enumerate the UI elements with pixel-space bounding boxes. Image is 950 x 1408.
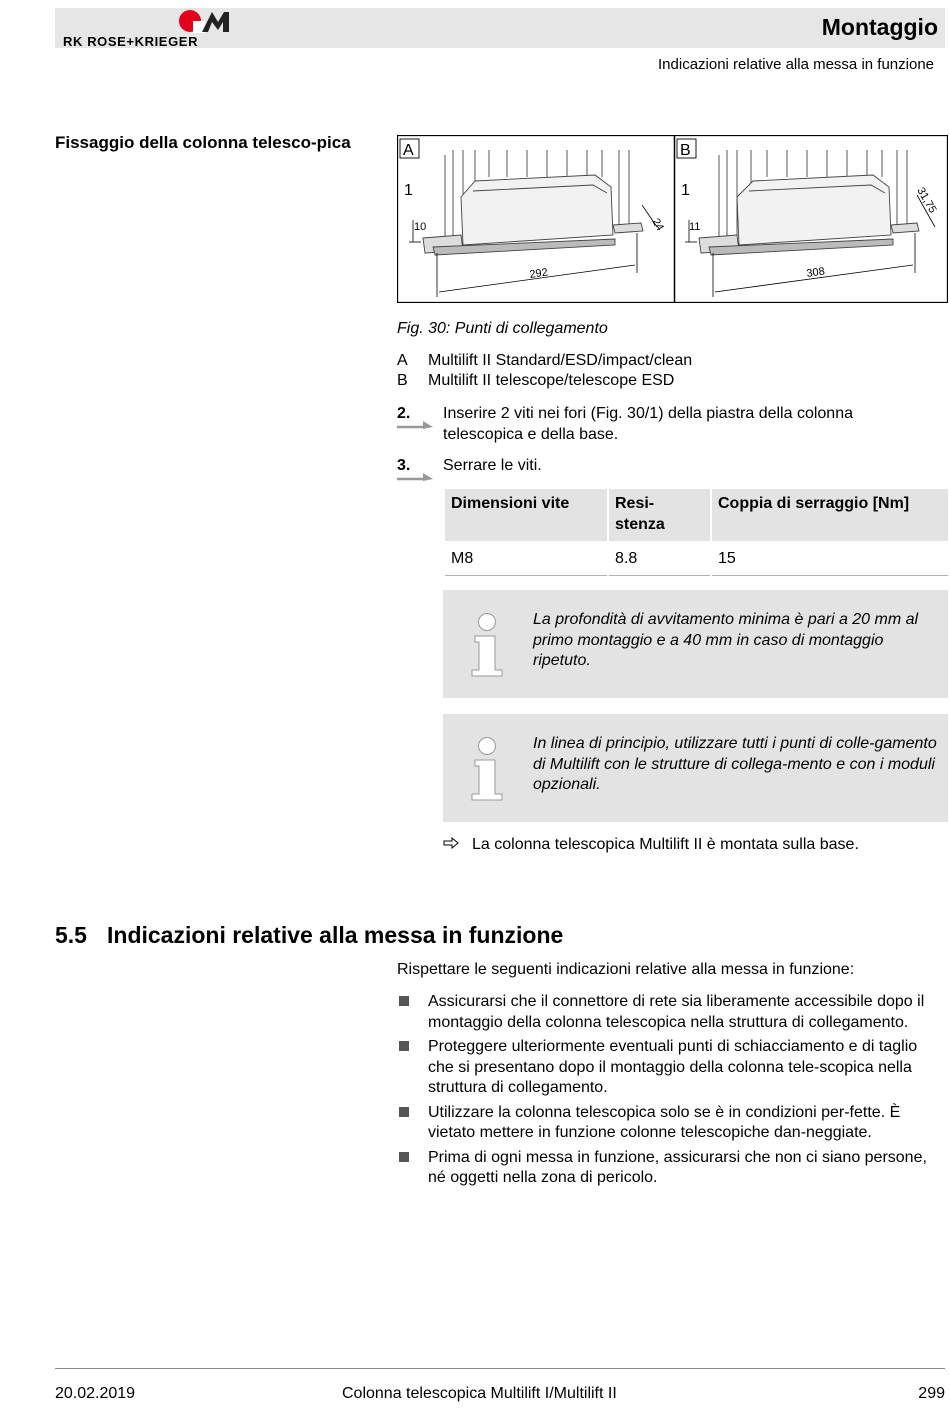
bullet-square-icon bbox=[399, 1041, 409, 1051]
legend-text: Multilift II Standard/ESD/impact/clean bbox=[428, 352, 693, 369]
logo-text: RK ROSE+KRIEGER bbox=[63, 34, 199, 49]
panel-a-letter: A bbox=[403, 142, 414, 159]
list-item-text: Assicurarsi che il connettore di rete sia liberamente accessibile dopo il montaggio della colonna telescopica nella struttura di collegamento. bbox=[428, 993, 925, 1031]
list-item bbox=[397, 1148, 947, 1189]
table-cell: M8 bbox=[445, 543, 607, 576]
panel-a-dim-width: 292 bbox=[528, 266, 549, 281]
note-text: In linea di principio, utilizzare tutti i punti di colle-gamento di Multilift con le strutture di collega-mento e con i moduli opzionali. bbox=[533, 735, 937, 793]
panel-b-letter: B bbox=[680, 142, 691, 159]
side-heading: Fissaggio della colonna telesco-pica bbox=[55, 133, 351, 152]
footer-date: 20.02.2019 bbox=[55, 1385, 136, 1402]
info-icon bbox=[469, 736, 505, 802]
chapter-subtitle: Indicazioni relative alla messa in funzione bbox=[658, 56, 934, 73]
panel-b-callout: 1 bbox=[681, 182, 690, 199]
panel-a-dim-height: 10 bbox=[414, 221, 427, 233]
list-item bbox=[397, 992, 947, 1033]
page-number: 299 bbox=[918, 1385, 945, 1402]
result-line bbox=[443, 836, 859, 854]
list-item-text: Prima di ogni messa in funzione, assicurarsi che non ci siano persone, né oggetti nella zona di pericolo. bbox=[428, 1148, 927, 1186]
section-intro: Rispettare le seguenti indicazioni relative alla messa in funzione: bbox=[397, 961, 855, 978]
section-number: 5.5 bbox=[55, 922, 87, 948]
panel-a-dim-angle: 24 bbox=[649, 216, 666, 234]
panel-b-dim-width: 308 bbox=[805, 265, 826, 280]
bullet-square-icon bbox=[399, 996, 409, 1006]
legend-item bbox=[397, 351, 692, 371]
panel-a-drawing bbox=[423, 150, 643, 255]
step-text: Inserire 2 viti nei fori (Fig. 30/1) della piastra della colonna telescopica e della base. bbox=[443, 405, 853, 443]
step-arrow-icon bbox=[397, 472, 433, 482]
info-note bbox=[443, 590, 948, 698]
info-note bbox=[443, 714, 948, 822]
legend-key: B bbox=[397, 372, 408, 389]
info-icon bbox=[469, 612, 505, 678]
table-cell: 8.8 bbox=[609, 543, 710, 576]
bullet-square-icon bbox=[399, 1107, 409, 1117]
table-row bbox=[445, 543, 948, 576]
result-text: La colonna telescopica Multilift II è montata sulla base. bbox=[472, 836, 859, 853]
screw-spec-table bbox=[443, 487, 950, 578]
list-item-text: Proteggere ulteriormente eventuali punti di schiacciamento e di taglio che si presentano dopo il montaggio della colonna tele-scopica nella struttura di collegamento. bbox=[428, 1038, 918, 1096]
legend-item bbox=[397, 371, 692, 391]
step-text: Serrare le viti. bbox=[443, 457, 542, 474]
result-arrow-icon bbox=[443, 837, 459, 849]
footer-title: Colonna telescopica Multilift I/Multilift II bbox=[342, 1385, 617, 1402]
bullet-square-icon bbox=[399, 1152, 409, 1162]
table-header-row bbox=[445, 489, 948, 541]
figure-caption: Fig. 30: Punti di collegamento bbox=[397, 320, 608, 337]
legend-key: A bbox=[397, 352, 408, 369]
panel-a-callout: 1 bbox=[404, 182, 413, 199]
table-cell: 15 bbox=[712, 543, 948, 576]
section-title: Indicazioni relative alla messa in funzione bbox=[107, 922, 564, 948]
panel-b-dim-height: 11 bbox=[689, 221, 701, 233]
step-arrow-icon bbox=[397, 420, 433, 430]
column-header: Resi-stenza bbox=[609, 489, 710, 541]
list-item bbox=[397, 1103, 947, 1144]
panel-b-dim-angle: 31,75 bbox=[914, 185, 939, 216]
list-item-text: Utilizzare la colonna telescopica solo se è in condizioni per-fette. È vietato mettere in funzione colonne telescopiche dan-neggiate. bbox=[428, 1103, 901, 1141]
list-item bbox=[397, 1037, 947, 1099]
footer-divider bbox=[55, 1368, 945, 1369]
legend-text: Multilift II telescope/telescope ESD bbox=[428, 372, 675, 389]
column-header: Coppia di serraggio [Nm] bbox=[712, 489, 948, 541]
mounting-figure bbox=[397, 135, 948, 303]
section-heading bbox=[55, 922, 563, 949]
column-header: Dimensioni vite bbox=[445, 489, 607, 541]
panel-b-drawing bbox=[699, 150, 919, 255]
step-number: 3. bbox=[397, 457, 411, 474]
chapter-title: Montaggio bbox=[821, 14, 938, 40]
step-number: 2. bbox=[397, 405, 411, 422]
note-text: La profondità di avvitamento minima è pari a 20 mm al primo montaggio e a 40 mm in caso di montaggio ripetuto. bbox=[533, 611, 919, 669]
bullet-list bbox=[397, 992, 947, 1193]
figure-legend bbox=[397, 351, 692, 391]
